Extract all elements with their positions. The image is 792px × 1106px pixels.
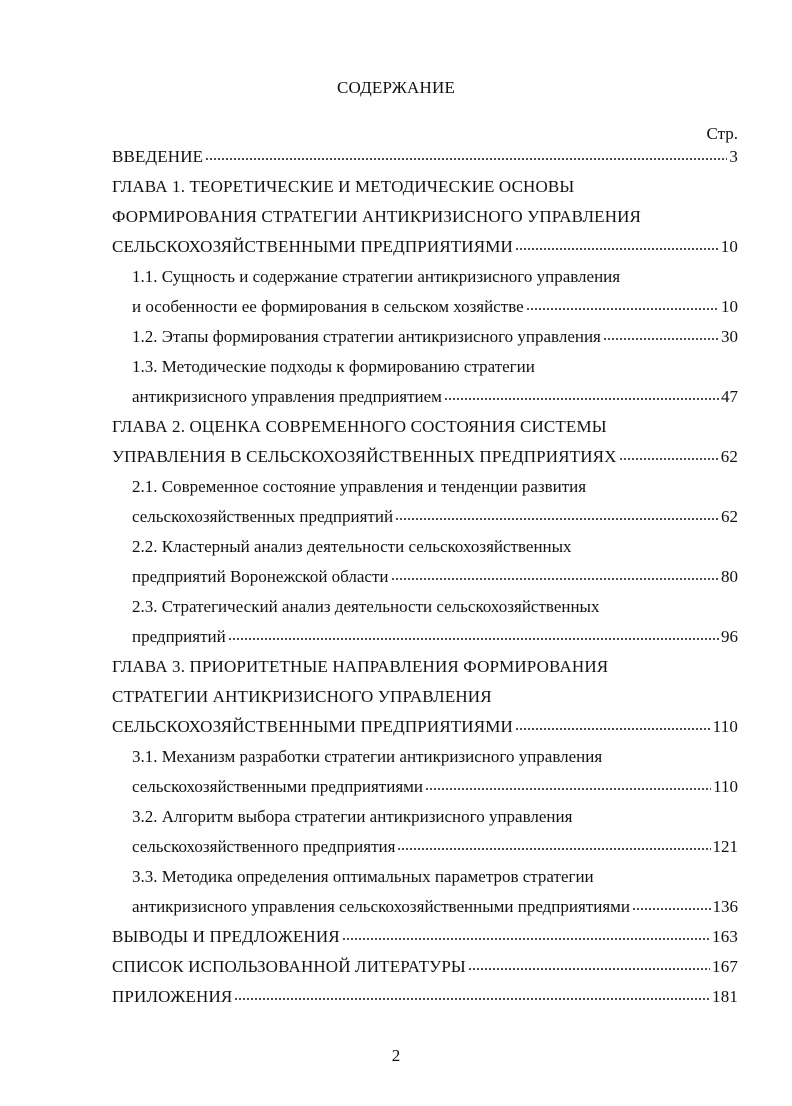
toc-entry-text: 1.2. Этапы формирования стратегии антикризисного управления	[132, 327, 601, 346]
toc-entry-text: ГЛАВА 3. ПРИОРИТЕТНЫЕ НАПРАВЛЕНИЯ ФОРМИРОВАНИЯ	[112, 657, 609, 676]
toc-entry-text: 3.2. Алгоритм выбора стратегии антикризисного управления	[132, 807, 573, 826]
toc-chapter-line	[112, 652, 738, 682]
toc-chapter-line	[112, 922, 738, 952]
toc-chapter-line	[112, 412, 738, 442]
toc-entry-text: антикризисного управления сельскохозяйственными предприятиями	[132, 897, 631, 916]
toc-section-line	[112, 562, 738, 592]
toc-chapter-line	[112, 172, 738, 202]
toc-entry-text: антикризисного управления предприятием	[132, 387, 442, 406]
toc-section-line	[112, 532, 738, 562]
toc-chapter-line	[112, 952, 738, 982]
toc-entry-text: предприятий	[132, 627, 226, 646]
toc-section-line	[112, 772, 738, 802]
toc-entry-text: и особенности ее формирования в сельском хозяйстве	[132, 297, 524, 316]
page-title: СОДЕРЖАНИЕ	[336, 78, 456, 97]
dot-leader	[468, 968, 710, 970]
toc-entry-text: 2.2. Кластерный анализ деятельности сельскохозяйственных	[132, 537, 572, 556]
toc-entry-text: сельскохозяйственных предприятий	[132, 507, 394, 526]
toc-entry-text: 1.1. Сущность и содержание стратегии антикризисного управления	[132, 267, 621, 286]
toc-page-number: 163	[712, 927, 738, 946]
toc-chapter-line	[112, 202, 738, 232]
toc-entry-text: сельскохозяйственными предприятиями	[132, 777, 423, 796]
toc-chapter-line	[112, 232, 738, 262]
toc-section-line	[112, 622, 738, 652]
toc-page-number: 181	[712, 987, 738, 1006]
toc-page-number: 10	[720, 237, 738, 256]
toc-chapter-line	[112, 142, 738, 172]
toc-entry-text: СЕЛЬСКОХОЗЯЙСТВЕННЫМИ ПРЕДПРИЯТИЯМИ	[112, 717, 513, 736]
dot-leader	[619, 458, 719, 460]
toc-entry-text: СПИСОК ИСПОЛЬЗОВАННОЙ ЛИТЕРАТУРЫ	[112, 957, 466, 976]
toc-section-line	[112, 832, 738, 862]
toc-entry-text: ФОРМИРОВАНИЯ СТРАТЕГИИ АНТИКРИЗИСНОГО УПРАВЛЕНИЯ	[112, 207, 642, 226]
dot-leader	[603, 338, 719, 340]
toc-section-line	[112, 292, 738, 322]
toc-page-number: 96	[721, 627, 738, 646]
toc-chapter-line	[112, 712, 738, 742]
toc-entry-text: ВЫВОДЫ И ПРЕДЛОЖЕНИЯ	[112, 927, 340, 946]
toc-entry-text: ПРИЛОЖЕНИЯ	[112, 987, 233, 1006]
toc-page-number: 121	[712, 837, 738, 856]
toc-entry-text: предприятий Воронежской области	[132, 567, 389, 586]
dot-leader	[515, 248, 719, 250]
toc-page-number: 3	[729, 147, 738, 166]
toc-page-number: 110	[713, 777, 738, 796]
toc-page-number: 167	[712, 957, 738, 976]
table-of-contents	[112, 142, 738, 1012]
dot-leader	[526, 308, 719, 310]
page-number: 2	[391, 1046, 401, 1065]
dot-leader	[444, 398, 719, 400]
dot-leader	[391, 578, 720, 580]
toc-page-number: 62	[720, 447, 738, 466]
toc-section-line	[112, 592, 738, 622]
page-column-label: Стр.	[706, 124, 738, 143]
toc-entry-text: ГЛАВА 1. ТЕОРЕТИЧЕСКИЕ И МЕТОДИЧЕСКИЕ ОСНОВЫ	[112, 177, 575, 196]
toc-section-line	[112, 802, 738, 832]
toc-section-line	[112, 262, 738, 292]
toc-section-line	[112, 862, 738, 892]
toc-entry-text: 2.1. Современное состояние управления и тенденции развития	[132, 477, 587, 496]
dot-leader	[228, 638, 719, 640]
toc-entry-text: ВВЕДЕНИЕ	[112, 147, 204, 166]
dot-leader	[205, 158, 727, 160]
toc-chapter-line	[112, 682, 738, 712]
toc-page-number: 136	[712, 897, 738, 916]
toc-page-number: 80	[721, 567, 738, 586]
toc-section-line	[112, 742, 738, 772]
toc-chapter-line	[112, 982, 738, 1012]
toc-chapter-line	[112, 442, 738, 472]
dot-leader	[515, 728, 711, 730]
toc-section-line	[112, 382, 738, 412]
toc-page-number: 10	[721, 297, 738, 316]
toc-entry-text: СТРАТЕГИИ АНТИКРИЗИСНОГО УПРАВЛЕНИЯ	[112, 687, 492, 706]
dot-leader	[425, 788, 711, 790]
toc-section-line	[112, 352, 738, 382]
toc-entry-text: ГЛАВА 2. ОЦЕНКА СОВРЕМЕННОГО СОСТОЯНИЯ СИСТЕМЫ	[112, 417, 607, 436]
dot-leader	[395, 518, 719, 520]
toc-entry-text: 1.3. Методические подходы к формированию стратегии	[132, 357, 535, 376]
toc-entry-text: 3.3. Методика определения оптимальных параметров стратегии	[132, 867, 594, 886]
toc-section-line	[112, 322, 738, 352]
toc-page-number: 30	[721, 327, 738, 346]
toc-page-number: 62	[721, 507, 738, 526]
toc-entry-text: 2.3. Стратегический анализ деятельности сельскохозяйственных	[132, 597, 600, 616]
dot-leader	[397, 848, 710, 850]
toc-entry-text: УПРАВЛЕНИЯ В СЕЛЬСКОХОЗЯЙСТВЕННЫХ ПРЕДПРИЯТИЯХ	[112, 447, 617, 466]
toc-section-line	[112, 502, 738, 532]
toc-entry-text: 3.1. Механизм разработки стратегии антикризисного управления	[132, 747, 603, 766]
toc-section-line	[112, 472, 738, 502]
toc-section-line	[112, 892, 738, 922]
toc-entry-text: СЕЛЬСКОХОЗЯЙСТВЕННЫМИ ПРЕДПРИЯТИЯМИ	[112, 237, 513, 256]
dot-leader	[632, 908, 710, 910]
toc-entry-text: сельскохозяйственного предприятия	[132, 837, 396, 856]
dot-leader	[234, 998, 710, 1000]
toc-page-number: 110	[712, 717, 738, 736]
dot-leader	[342, 938, 710, 940]
toc-page-number: 47	[721, 387, 738, 406]
